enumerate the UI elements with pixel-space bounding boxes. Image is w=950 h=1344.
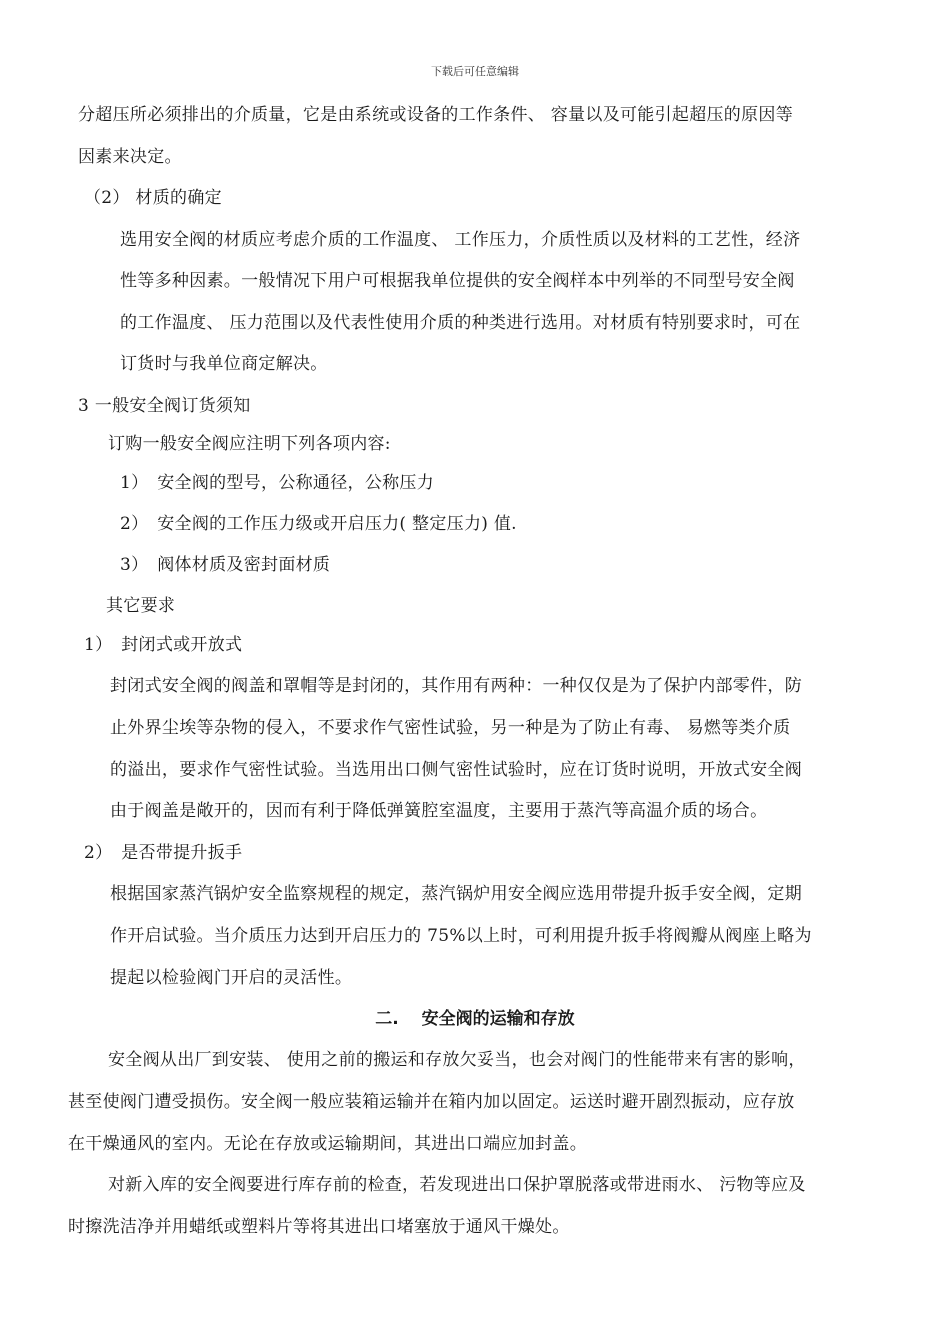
paragraph-line: 甚至使阀门遭受损伤。安全阀一般应装箱运输并在箱内加以固定。运送时避开剧烈振动，应存放 <box>68 1092 795 1112</box>
paragraph-line: 性等多种因素。一般情况下用户可根据我单位提供的安全阀样本中列举的不同型号安全阀 <box>120 271 795 291</box>
paragraph-line: 时擦洗洁净并用蜡纸或塑料片等将其进出口堵塞放于通风干燥处。 <box>68 1217 570 1237</box>
paragraph-line: 因素来决定。 <box>78 147 182 167</box>
paragraph-line: 由于阀盖是敞开的，因而有利于降低弹簧腔室温度，主要用于蒸汽等高温介质的场合。 <box>110 801 768 821</box>
paragraph-line: 封闭式安全阀的阀盖和罩帽等是封闭的，其作用有两种：一种仅仅是为了保护内部零件，防 <box>110 676 802 696</box>
list-item: 2） 是否带提升扳手 <box>84 843 243 863</box>
paragraph-line: 在干燥通风的室内。无论在存放或运输期间，其进出口端应加封盖。 <box>68 1134 587 1154</box>
paragraph-line: 对新入库的安全阀要进行库存前的检查，若发现进出口保护罩脱落或带进雨水、 污物等应及 <box>108 1175 806 1195</box>
paragraph-line: 作开启试验。当介质压力达到开启压力的 75%以上时，可利用提升扳手将阀瓣从阀座上略为 <box>110 926 812 946</box>
page-header: 下载后可任意编辑 <box>431 65 519 78</box>
list-item: 1） 封闭式或开放式 <box>84 635 243 655</box>
paragraph-line: 根据国家蒸汽锅炉安全监察规程的规定，蒸汽锅炉用安全阀应选用带提升扳手安全阀，定期 <box>110 884 802 904</box>
paragraph-line: 其它要求 <box>106 596 176 616</box>
paragraph-line: 选用安全阀的材质应考虑介质的工作温度、 工作压力，介质性质以及材料的工艺性，经济 <box>120 230 801 250</box>
list-item: 1） 安全阀的型号，公称通径，公称压力 <box>120 473 435 493</box>
section-heading: 3 一般安全阀订货须知 <box>78 396 251 416</box>
chapter-heading: 二. 安全阀的运输和存放 <box>375 1009 575 1029</box>
paragraph-line: 订货时与我单位商定解决。 <box>120 354 328 374</box>
paragraph-line: 止外界尘埃等杂物的侵入，不要求作气密性试验，另一种是为了防止有毒、 易燃等类介质 <box>110 718 791 738</box>
paragraph-line: 安全阀从出厂到安装、 使用之前的搬运和存放欠妥当，也会对阀门的性能带来有害的影响， <box>108 1050 806 1070</box>
list-item: 2） 安全阀的工作压力级或开启压力( 整定压力) 值. <box>120 514 517 534</box>
section-subheading: （2） 材质的确定 <box>84 188 222 208</box>
paragraph-line: 的溢出，要求作气密性试验。当选用出口侧气密性试验时，应在订货时说明，开放式安全阀 <box>110 760 802 780</box>
paragraph-line: 的工作温度、 压力范围以及代表性使用介质的种类进行选用。对材质有特别要求时，可在 <box>120 313 801 333</box>
paragraph-line: 分超压所必须排出的介质量，它是由系统或设备的工作条件、 容量以及可能引起超压的原因等 <box>78 105 794 125</box>
list-item: 3） 阀体材质及密封面材质 <box>120 555 331 575</box>
paragraph-line: 订购一般安全阀应注明下列各项内容: <box>108 434 391 454</box>
paragraph-line: 提起以检验阀门开启的灵活性。 <box>110 968 353 988</box>
